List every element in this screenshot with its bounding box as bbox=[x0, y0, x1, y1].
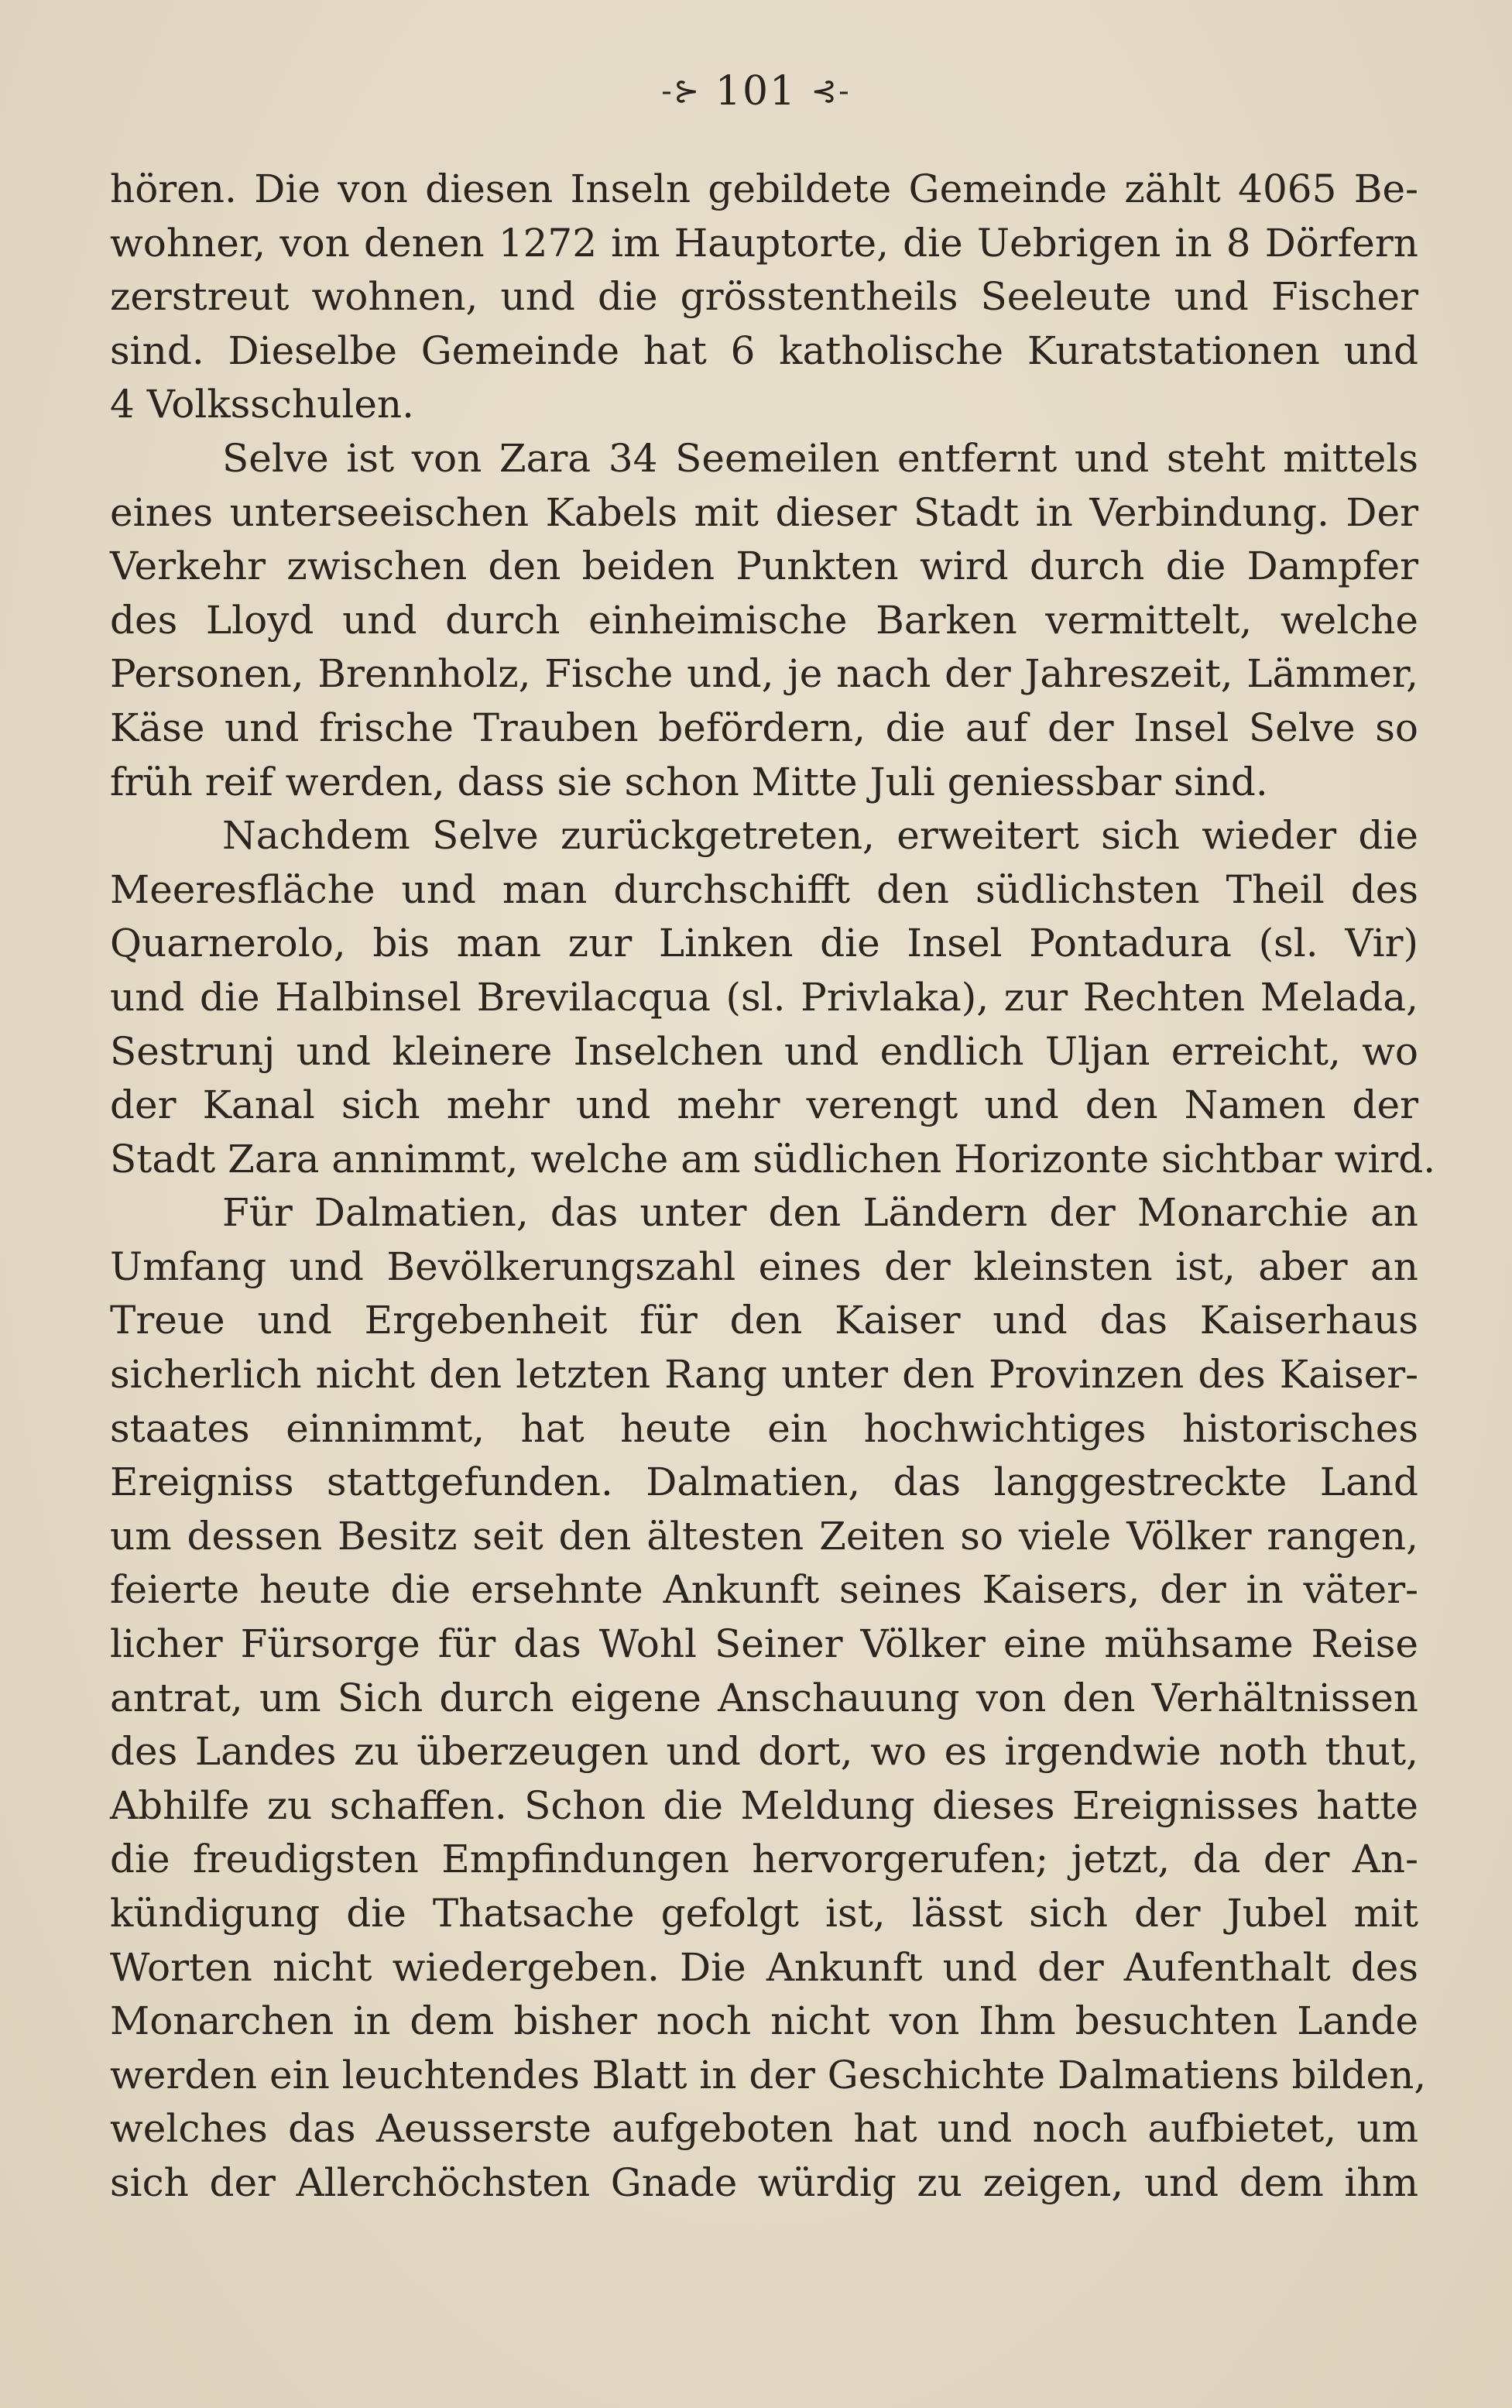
body-text bbox=[110, 163, 1436, 2211]
text-line: kündigung die Thatsache gefolgt ist, lässt sich der Jubel mit bbox=[110, 1891, 1418, 1936]
text-line: sich der Allerchöchsten Gnade würdig zu zeigen, und dem ihm bbox=[110, 2159, 1418, 2205]
text-line: Monarchen in dem bisher noch nicht von Ihm besuchten Lande bbox=[110, 1998, 1418, 2044]
text-line: Meeresfläche und man durchschifft den südlichsten Theil des bbox=[110, 866, 1418, 912]
text-line: und die Halbinsel Brevilacqua (sl. Privlaka), zur Rechten Melada, bbox=[110, 974, 1418, 1020]
text-line: werden ein leuchtendes Blatt in der Geschichte Dalmatiens bilden, bbox=[110, 2052, 1427, 2098]
text-line: Personen, Brennholz, Fische und, je nach der Jahreszeit, Lämmer, bbox=[110, 651, 1418, 697]
text-line: Sestrunj und kleinere Inselchen und endlich Uljan erreicht, wo bbox=[110, 1028, 1418, 1074]
text-line: zerstreut wohnen, und die grösstentheils Seeleute und Fischer bbox=[110, 274, 1418, 320]
text-line: antrat, um Sich durch eigene Anschauung von den Verhältnissen bbox=[110, 1675, 1418, 1720]
text-line: Für Dalmatien, das unter den Ländern der Monarchie an bbox=[222, 1190, 1418, 1236]
text-line: die freudigsten Empfindungen hervorgerufen; jetzt, da der An- bbox=[110, 1837, 1418, 1882]
text-line: welches das Aeusserste aufgeboten hat und noch aufbietet, um bbox=[110, 2106, 1418, 2152]
text-line: Abhilfe zu schaffen. Schon die Meldung dieses Ereignisses hatte bbox=[110, 1782, 1418, 1828]
text-line: Worten nicht wiedergeben. Die Ankunft und der Aufenthalt des bbox=[110, 1944, 1418, 1990]
text-line: Verkehr zwischen den beiden Punkten wird durch die Dampfer bbox=[110, 544, 1418, 589]
text-line: wohner, von denen 1272 im Hauptorte, die Uebrigen in 8 Dörfern bbox=[110, 220, 1418, 266]
paragraph bbox=[110, 809, 1436, 1186]
text-line: sind. Dieselbe Gemeinde hat 6 katholische Kuratstationen und bbox=[110, 328, 1418, 373]
text-line: der Kanal sich mehr und mehr verengt und den Namen der bbox=[110, 1082, 1418, 1128]
text-line: Selve ist von Zara 34 Seemeilen entfernt und steht mittels bbox=[222, 435, 1418, 481]
text-line: des Landes zu überzeugen und dort, wo es irgendwie noth thut, bbox=[110, 1729, 1418, 1775]
paragraph bbox=[110, 163, 1418, 432]
text-line: feierte heute die ersehnte Ankunft seines Kaisers, der in väter- bbox=[110, 1567, 1418, 1613]
text-line: Stadt Zara annimmt, welche am südlichen Horizonte sichtbar wird. bbox=[110, 1136, 1436, 1182]
text-line: des Lloyd und durch einheimische Barken vermittelt, welche bbox=[110, 597, 1418, 643]
text-line: Umfang und Bevölkerungszahl eines der kleinsten ist, aber an bbox=[110, 1243, 1418, 1289]
text-line: Nachdem Selve zurückgetreten, erweitert sich wieder die bbox=[222, 813, 1418, 859]
paragraph bbox=[110, 432, 1418, 809]
text-line: Käse und frische Trauben befördern, die auf der Insel Selve so bbox=[110, 705, 1418, 750]
text-line: sicherlich nicht den letzten Rang unter den Provinzen des Kaiser- bbox=[110, 1352, 1418, 1398]
text-line: Ereigniss stattgefunden. Dalmatien, das langgestreckte Land bbox=[110, 1460, 1418, 1505]
paragraph bbox=[110, 1186, 1427, 2210]
right-ornament: ⊰- bbox=[811, 74, 851, 109]
text-line: früh reif werden, dass sie schon Mitte Juli geniessbar sind. bbox=[110, 759, 1268, 804]
text-line: um dessen Besitz seit den ältesten Zeiten so viele Völker rangen, bbox=[110, 1513, 1418, 1559]
text-line: hören. Die von diesen Inseln gebildete Gemeinde zählt 4065 Be- bbox=[110, 166, 1418, 211]
text-line: Quarnerolo, bis man zur Linken die Insel Pontadura (sl. Vir) bbox=[110, 921, 1418, 966]
page-header bbox=[0, 68, 1512, 115]
page-number: 101 bbox=[715, 68, 797, 115]
text-line: Treue und Ergebenheit für den Kaiser und das Kaiserhaus bbox=[110, 1298, 1418, 1343]
text-line: licher Fürsorge für das Wohl Seiner Völker eine mühsame Reise bbox=[110, 1621, 1418, 1667]
left-ornament: -⊱ bbox=[661, 74, 701, 109]
text-line: eines unterseeischen Kabels mit dieser Stadt in Verbindung. Der bbox=[110, 489, 1418, 535]
text-line: staates einnimmt, hat heute ein hochwichtiges historisches bbox=[110, 1405, 1418, 1451]
text-line: 4 Volksschulen. bbox=[110, 382, 415, 427]
